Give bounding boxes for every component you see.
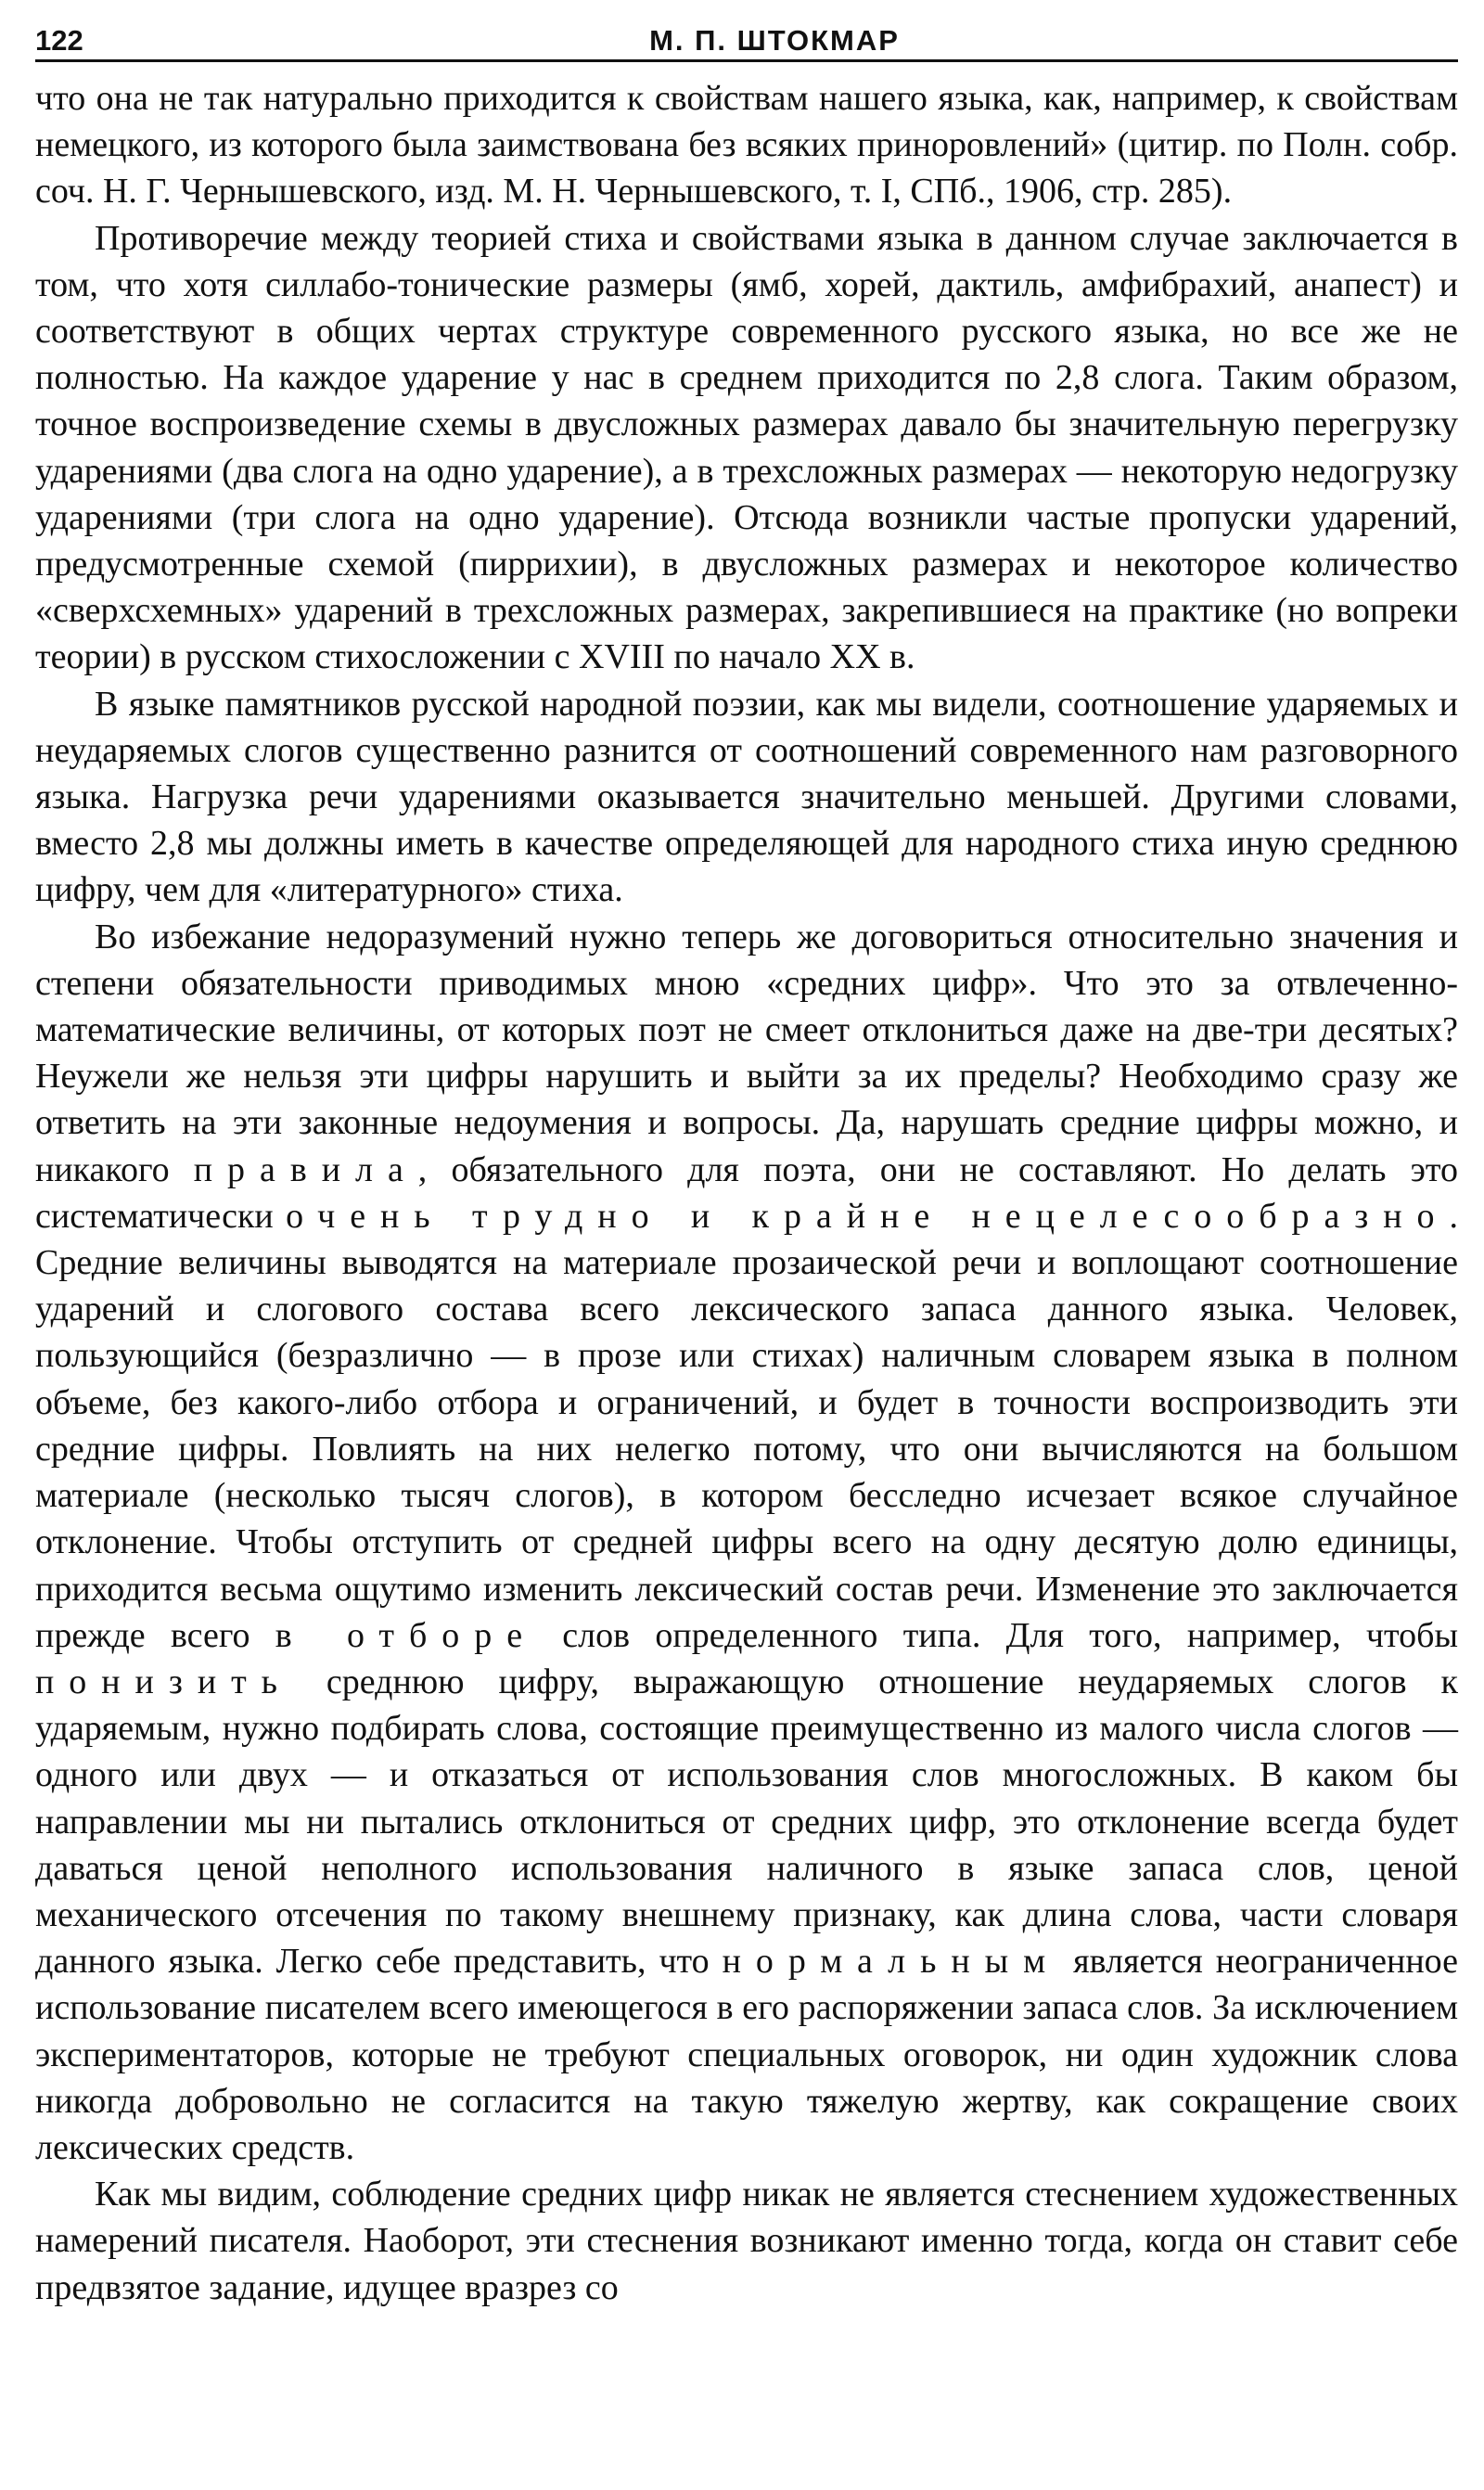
paragraph [35, 215, 1458, 681]
text-run: среднюю цифру, выражающую отношение неударяемых слогов к ударяемым, нужно подбирать слова, состоящие преимущественно из малого числа слогов — одного или двух — и отказаться от использования слов многосложных. В каком бы направлении мы ни пытались отклониться от средних цифр, это отклонение всегда будет даваться ценой неполного использования наличного в языке запаса слов, ценой механического отсечения по такому внешнему признаку, как длина слова, части словаря данного языка. Легко себе представить, что [35, 1662, 1458, 1982]
running-title: М. П. ШТОКМАР [649, 24, 900, 57]
paragraph [35, 914, 1458, 2171]
paragraph [35, 681, 1458, 914]
spaced-emphasis: нормальным [722, 1942, 1061, 1982]
page-number: 122 [35, 24, 83, 57]
text-run: что она не так натурально приходится к свойствам нашего языка, как, например, к свойствам немецкого, из которого была заимствована без всяких приноровлений» (цитир. по Полн. собр. соч. Н. Г. Чернышевского, изд. М. Н. Чернышевского, т. I, СПб., 1906, стр. 285). [35, 79, 1458, 212]
text-run: . Средние величины выводятся на материале прозаической речи и воплощают соотношение ударений и слогового состава всего лексического запаса данного языка. Человек, пользующийся (безразлично — в прозе или стихах) наличным словарем языка в полном объеме, без какого-либо отбора и ограничений, и будет в точности воспроизводить эти средние цифры. Повлиять на них нелегко потому, что они вычисляются на большом материале (несколько тысяч слогов), в котором бесследно исчезает всякое случайное отклонение. Чтобы отступить от средней цифры всего на одну десятую долю единицы, приходится весьма ощутимо изменить лексический состав речи. Изменение это заключается прежде всего [35, 1196, 1458, 1655]
running-head [35, 22, 1458, 62]
text-run: , обязательного для поэта, они не составляют. Но делать это систематически [35, 1149, 1458, 1236]
spaced-emphasis: в отборе [275, 1615, 538, 1655]
spaced-emphasis: понизить [35, 1662, 292, 1701]
paragraph [35, 75, 1458, 215]
spaced-emphasis: очень трудно и крайне нецелесообразно [286, 1196, 1450, 1236]
text-run: В языке памятников русской народной поэзии, как мы видели, соотношение ударяемых и неударяемых слогов существенно разнится от соотношений современного нам разговорного языка. Нагрузка речи ударениями оказывается значительно меньшей. Другими словами, вместо 2,8 мы должны иметь в качестве определяющей для народного стиха иную среднюю цифру, чем для «литературного» стиха. [35, 684, 1458, 910]
body-text [35, 75, 1458, 2311]
text-run: Противоречие между теорией стиха и свойствами языка в данном случае заключается в том, что хотя силлабо-тонические размеры (ямб, хорей, дактиль, амфибрахий, анапест) и соответствуют в общих чертах структуре современного русского языка, но все же не полностью. На каждое ударение у нас в среднем приходится по 2,8 слога. Таким образом, точное воспроизведение схемы в двусложных размерах давало бы значительную перегрузку ударениями (два слога на одно ударение), а в трехсложных размерах — некоторую недогрузку ударениями (три слога на одно ударение). Отсюда возникли частые пропуски ударений, предусмотренные схемой (пиррихии), в двусложных размерах и некоторое количество «сверхсхемных» ударений в трехсложных размерах, закрепившиеся на практике (но вопреки теории) в русском стихосложении с XVIII по начало XX в. [35, 218, 1458, 677]
book-page [35, 22, 1458, 2311]
paragraph [35, 2171, 1458, 2311]
text-run: Как мы видим, соблюдение средних цифр никак не является стеснением художественных намерений писателя. Наоборот, эти стеснения возникают именно тогда, когда он ставит себе предвзятое задание, идущее вразрез со [35, 2175, 1458, 2307]
text-run: является неограниченное использование писателем всего имеющегося в его распоряжении запаса слов. За исключением экспериментаторов, которые не требуют специальных оговорок, ни один художник слова никогда добровольно не согласится на такую тяжелую жертву, как сокращение своих лексических средств. [35, 1942, 1459, 2167]
text-run: слов определенного типа. Для того, например, чтобы [537, 1615, 1458, 1655]
text-run: Во избежание недоразумений нужно теперь же договориться относительно значения и степени обязательности приводимых мною «средних цифр». Что это за отвлеченно-математические величины, от которых поэт не смеет отклониться даже на две-три десятых? Неужели же нельзя эти цифры нарушить и выйти за их пределы? Необходимо сразу же ответить на эти законные недоумения и вопросы. Да, нарушать средние цифры можно, и никакого [35, 917, 1458, 1189]
spaced-emphasis: правила [193, 1149, 418, 1189]
